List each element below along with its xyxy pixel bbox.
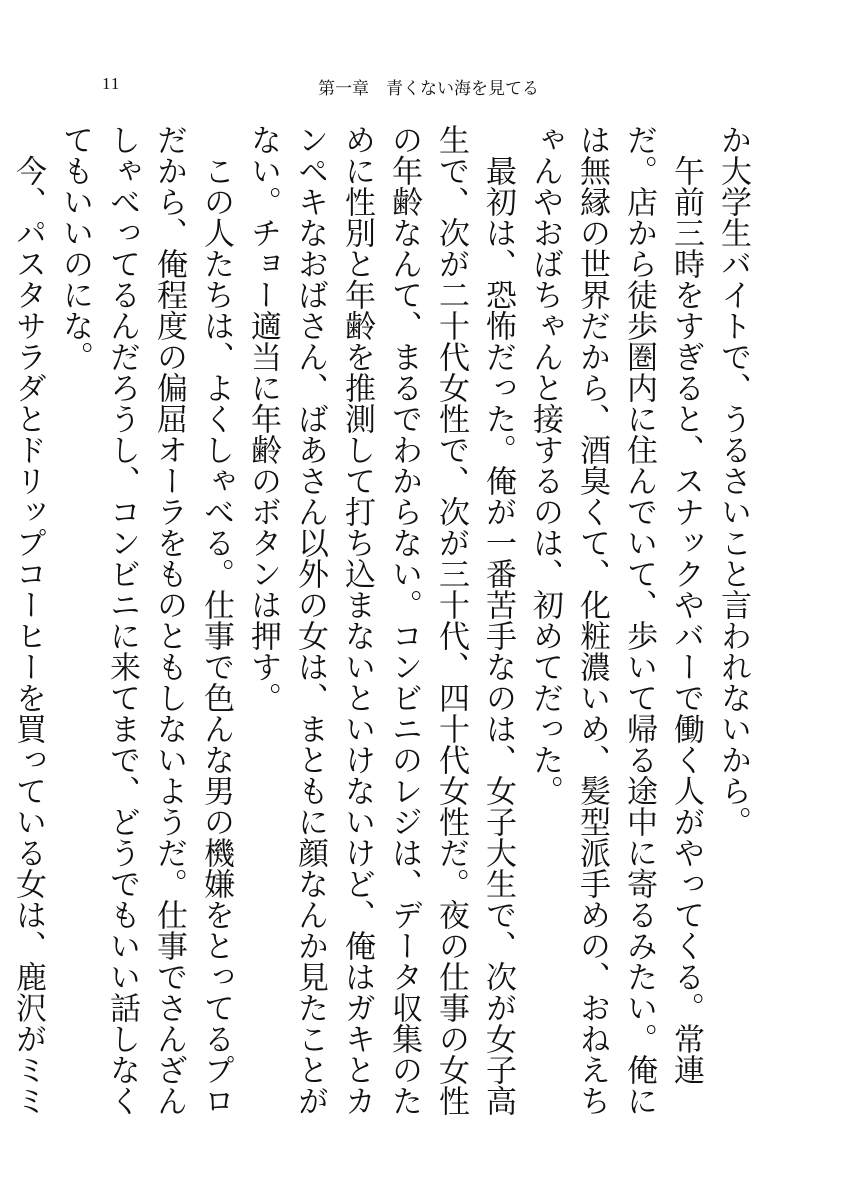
paragraph-continued: か大学生バイトで、うるさいこと言われないから。 [715,124,751,837]
running-head-title: 第一章 青くない海を見てる [318,79,539,99]
page-number: 11 [102,74,121,93]
paragraph: 今、パスタサラダとドリップコーヒーを買っている女は、鹿沢がミミ [10,155,46,1116]
paragraph: 最初は、恐怖だった。俺が一番苦手なのは、女子大生で、次が女子高生で、次が二十代女性で、次が三十代、四十代女性だ。夜の仕事の女性の年齢なんて、まるでわからない。コンビニのレジは、データ収集のために性別と年齢を推測して打ち込まないといけないけど、俺はガキとカンペキなおばさん、ばあさん以外の女は、まともに顔なんか見たことがない。チョー適当に年齢のボタンは押す。 [245,124,516,1116]
paragraph: この人たちは、よくしゃべる。仕事で色んな男の機嫌をとってるプロだから、俺程度の偏屈オーラをものともしないようだ。仕事でさんざんしゃべってるんだろうし、コンビニに来てまで、どうでもいい話しなくてもいいのにな。 [57,124,234,1116]
paragraph: 午前三時をすぎると、スナックやバーで働く人がやってくる。常連だ。店から徒歩圏内に住んでいて、歩いて帰る途中に寄るみたい。俺には無縁の世界だから、酒臭くて、化粧濃いめ、髪型派手めの、おねえちゃんやおばちゃんと接するのは、初めてだった。 [527,124,704,1116]
vertical-body-text [10,124,756,1134]
